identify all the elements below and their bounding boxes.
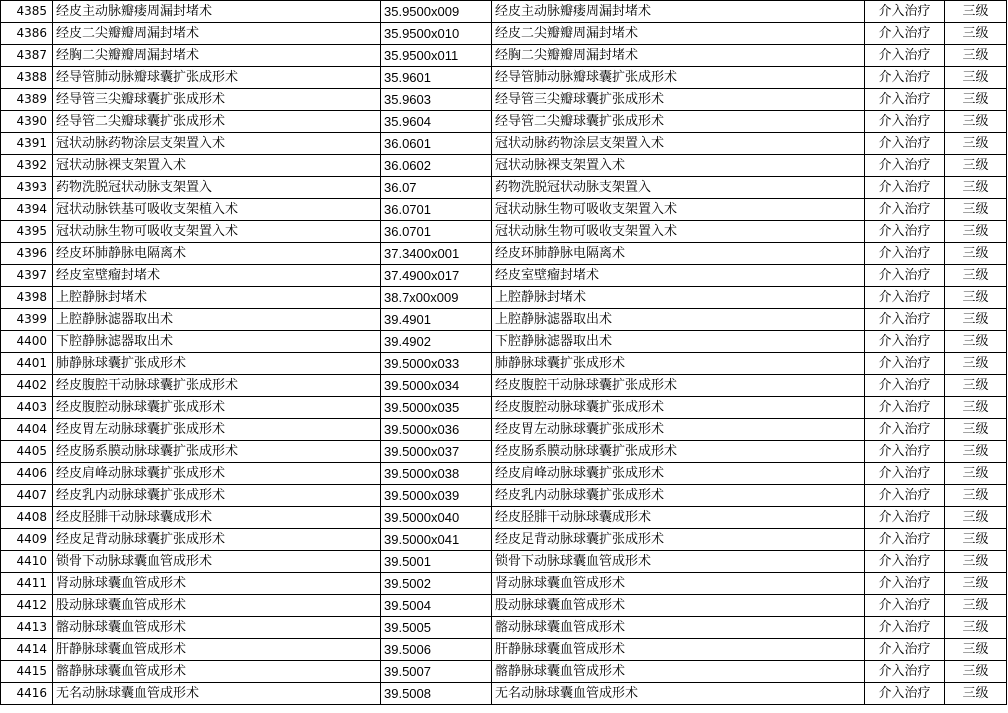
level-cell: 三级 <box>945 551 1007 573</box>
procedure-code-cell: 36.0601 <box>381 133 492 155</box>
category-cell: 介入治疗 <box>865 485 945 507</box>
level-cell: 三级 <box>945 397 1007 419</box>
standard-name-cell: 冠状动脉裸支架置入术 <box>492 155 865 177</box>
table-row <box>1 221 1007 243</box>
procedure-code-cell: 39.5000x041 <box>381 529 492 551</box>
procedure-name-cell: 肾动脉球囊血管成形术 <box>53 573 381 595</box>
procedure-code-cell: 39.5000x038 <box>381 463 492 485</box>
category-cell: 介入治疗 <box>865 45 945 67</box>
procedure-code-cell: 39.5007 <box>381 661 492 683</box>
procedure-code-cell: 39.5000x036 <box>381 419 492 441</box>
row-number-cell: 4401 <box>1 353 53 375</box>
procedure-code-cell: 36.0602 <box>381 155 492 177</box>
standard-name-cell: 经皮腹腔动脉球囊扩张成形术 <box>492 397 865 419</box>
table-row <box>1 397 1007 419</box>
category-cell: 介入治疗 <box>865 683 945 705</box>
table-row <box>1 23 1007 45</box>
procedure-code-cell: 35.9601 <box>381 67 492 89</box>
level-cell: 三级 <box>945 617 1007 639</box>
procedure-code-cell: 39.5000x040 <box>381 507 492 529</box>
procedure-name-cell: 肝静脉球囊血管成形术 <box>53 639 381 661</box>
category-cell: 介入治疗 <box>865 177 945 199</box>
procedure-name-cell: 上腔静脉封堵术 <box>53 287 381 309</box>
table-row <box>1 265 1007 287</box>
standard-name-cell: 经皮二尖瓣瓣周漏封堵术 <box>492 23 865 45</box>
table-row <box>1 639 1007 661</box>
procedure-code-cell: 39.5000x035 <box>381 397 492 419</box>
row-number-cell: 4405 <box>1 441 53 463</box>
procedure-code-cell: 37.3400x001 <box>381 243 492 265</box>
level-cell: 三级 <box>945 265 1007 287</box>
category-cell: 介入治疗 <box>865 375 945 397</box>
category-cell: 介入治疗 <box>865 397 945 419</box>
table-row <box>1 243 1007 265</box>
table-row <box>1 617 1007 639</box>
procedure-code-cell: 39.5000x037 <box>381 441 492 463</box>
row-number-cell: 4398 <box>1 287 53 309</box>
procedure-code-cell: 39.5000x039 <box>381 485 492 507</box>
level-cell: 三级 <box>945 595 1007 617</box>
procedure-name-cell: 上腔静脉滤器取出术 <box>53 309 381 331</box>
category-cell: 介入治疗 <box>865 111 945 133</box>
procedure-name-cell: 经导管三尖瓣球囊扩张成形术 <box>53 89 381 111</box>
procedure-code-cell: 39.5001 <box>381 551 492 573</box>
table-row <box>1 67 1007 89</box>
procedure-code-cell: 39.4902 <box>381 331 492 353</box>
procedure-name-cell: 无名动脉球囊血管成形术 <box>53 683 381 705</box>
procedure-name-cell: 经皮乳内动脉球囊扩张成形术 <box>53 485 381 507</box>
table-row <box>1 1 1007 23</box>
category-cell: 介入治疗 <box>865 353 945 375</box>
level-cell: 三级 <box>945 331 1007 353</box>
category-cell: 介入治疗 <box>865 551 945 573</box>
standard-name-cell: 经皮环肺静脉电隔离术 <box>492 243 865 265</box>
procedure-code-cell: 36.07 <box>381 177 492 199</box>
table-row <box>1 331 1007 353</box>
procedure-name-cell: 经皮足背动脉球囊扩张成形术 <box>53 529 381 551</box>
row-number-cell: 4412 <box>1 595 53 617</box>
procedure-code-cell: 35.9500x009 <box>381 1 492 23</box>
procedure-code-cell: 39.5008 <box>381 683 492 705</box>
procedure-code-cell: 39.5006 <box>381 639 492 661</box>
level-cell: 三级 <box>945 243 1007 265</box>
level-cell: 三级 <box>945 133 1007 155</box>
standard-name-cell: 上腔静脉滤器取出术 <box>492 309 865 331</box>
level-cell: 三级 <box>945 419 1007 441</box>
level-cell: 三级 <box>945 507 1007 529</box>
table-row <box>1 573 1007 595</box>
standard-name-cell: 经皮足背动脉球囊扩张成形术 <box>492 529 865 551</box>
standard-name-cell: 药物洗脱冠状动脉支架置入 <box>492 177 865 199</box>
procedure-name-cell: 经皮主动脉瓣瘘周漏封堵术 <box>53 1 381 23</box>
row-number-cell: 4406 <box>1 463 53 485</box>
procedure-code-cell: 38.7x00x009 <box>381 287 492 309</box>
row-number-cell: 4387 <box>1 45 53 67</box>
procedure-name-cell: 髂动脉球囊血管成形术 <box>53 617 381 639</box>
procedure-code-cell: 39.5002 <box>381 573 492 595</box>
row-number-cell: 4391 <box>1 133 53 155</box>
standard-name-cell: 经皮室壁瘤封堵术 <box>492 265 865 287</box>
row-number-cell: 4410 <box>1 551 53 573</box>
table-row <box>1 45 1007 67</box>
procedure-table-body <box>1 1 1007 705</box>
row-number-cell: 4393 <box>1 177 53 199</box>
table-row <box>1 353 1007 375</box>
procedure-name-cell: 经皮二尖瓣瓣周漏封堵术 <box>53 23 381 45</box>
procedure-code-cell: 39.5000x033 <box>381 353 492 375</box>
standard-name-cell: 冠状动脉生物可吸收支架置入术 <box>492 221 865 243</box>
level-cell: 三级 <box>945 45 1007 67</box>
category-cell: 介入治疗 <box>865 639 945 661</box>
standard-name-cell: 冠状动脉药物涂层支架置入术 <box>492 133 865 155</box>
category-cell: 介入治疗 <box>865 133 945 155</box>
standard-name-cell: 股动脉球囊血管成形术 <box>492 595 865 617</box>
category-cell: 介入治疗 <box>865 507 945 529</box>
level-cell: 三级 <box>945 463 1007 485</box>
category-cell: 介入治疗 <box>865 595 945 617</box>
level-cell: 三级 <box>945 199 1007 221</box>
category-cell: 介入治疗 <box>865 287 945 309</box>
row-number-cell: 4414 <box>1 639 53 661</box>
category-cell: 介入治疗 <box>865 67 945 89</box>
standard-name-cell: 肝静脉球囊血管成形术 <box>492 639 865 661</box>
procedure-code-cell: 39.4901 <box>381 309 492 331</box>
standard-name-cell: 锁骨下动脉球囊血管成形术 <box>492 551 865 573</box>
table-row <box>1 507 1007 529</box>
category-cell: 介入治疗 <box>865 529 945 551</box>
procedure-name-cell: 下腔静脉滤器取出术 <box>53 331 381 353</box>
row-number-cell: 4385 <box>1 1 53 23</box>
procedure-code-cell: 36.0701 <box>381 221 492 243</box>
procedure-name-cell: 冠状动脉铁基可吸收支架植入术 <box>53 199 381 221</box>
table-row <box>1 551 1007 573</box>
procedure-name-cell: 药物洗脱冠状动脉支架置入 <box>53 177 381 199</box>
row-number-cell: 4399 <box>1 309 53 331</box>
table-row <box>1 485 1007 507</box>
level-cell: 三级 <box>945 639 1007 661</box>
procedure-code-cell: 37.4900x017 <box>381 265 492 287</box>
category-cell: 介入治疗 <box>865 221 945 243</box>
procedure-name-cell: 经导管肺动脉瓣球囊扩张成形术 <box>53 67 381 89</box>
table-row <box>1 177 1007 199</box>
row-number-cell: 4409 <box>1 529 53 551</box>
level-cell: 三级 <box>945 221 1007 243</box>
row-number-cell: 4388 <box>1 67 53 89</box>
level-cell: 三级 <box>945 67 1007 89</box>
category-cell: 介入治疗 <box>865 441 945 463</box>
procedure-name-cell: 经皮腹腔动脉球囊扩张成形术 <box>53 397 381 419</box>
procedure-code-cell: 39.5000x034 <box>381 375 492 397</box>
level-cell: 三级 <box>945 1 1007 23</box>
procedure-code-cell: 35.9500x011 <box>381 45 492 67</box>
level-cell: 三级 <box>945 485 1007 507</box>
table-row <box>1 89 1007 111</box>
procedure-name-cell: 经皮肠系膜动脉球囊扩张成形术 <box>53 441 381 463</box>
table-row <box>1 441 1007 463</box>
table-row <box>1 287 1007 309</box>
row-number-cell: 4396 <box>1 243 53 265</box>
standard-name-cell: 经导管二尖瓣球囊扩张成形术 <box>492 111 865 133</box>
level-cell: 三级 <box>945 375 1007 397</box>
level-cell: 三级 <box>945 89 1007 111</box>
table-row <box>1 463 1007 485</box>
procedure-code-cell: 35.9500x010 <box>381 23 492 45</box>
level-cell: 三级 <box>945 441 1007 463</box>
row-number-cell: 4403 <box>1 397 53 419</box>
level-cell: 三级 <box>945 155 1007 177</box>
row-number-cell: 4416 <box>1 683 53 705</box>
procedure-name-cell: 经皮环肺静脉电隔离术 <box>53 243 381 265</box>
procedure-name-cell: 肺静脉球囊扩张成形术 <box>53 353 381 375</box>
standard-name-cell: 经皮胫腓干动脉球囊成形术 <box>492 507 865 529</box>
category-cell: 介入治疗 <box>865 265 945 287</box>
category-cell: 介入治疗 <box>865 199 945 221</box>
standard-name-cell: 经皮腹腔干动脉球囊扩张成形术 <box>492 375 865 397</box>
category-cell: 介入治疗 <box>865 89 945 111</box>
procedure-name-cell: 经皮肩峰动脉球囊扩张成形术 <box>53 463 381 485</box>
row-number-cell: 4408 <box>1 507 53 529</box>
procedure-name-cell: 冠状动脉生物可吸收支架置入术 <box>53 221 381 243</box>
table-row <box>1 419 1007 441</box>
row-number-cell: 4395 <box>1 221 53 243</box>
standard-name-cell: 无名动脉球囊血管成形术 <box>492 683 865 705</box>
row-number-cell: 4411 <box>1 573 53 595</box>
table-row <box>1 309 1007 331</box>
row-number-cell: 4402 <box>1 375 53 397</box>
standard-name-cell: 经导管三尖瓣球囊扩张成形术 <box>492 89 865 111</box>
procedure-name-cell: 经皮室壁瘤封堵术 <box>53 265 381 287</box>
procedure-code-cell: 36.0701 <box>381 199 492 221</box>
category-cell: 介入治疗 <box>865 661 945 683</box>
procedure-code-cell: 35.9603 <box>381 89 492 111</box>
standard-name-cell: 髂动脉球囊血管成形术 <box>492 617 865 639</box>
level-cell: 三级 <box>945 111 1007 133</box>
standard-name-cell: 髂静脉球囊血管成形术 <box>492 661 865 683</box>
level-cell: 三级 <box>945 661 1007 683</box>
procedure-name-cell: 经胸二尖瓣瓣周漏封堵术 <box>53 45 381 67</box>
standard-name-cell: 经皮肩峰动脉球囊扩张成形术 <box>492 463 865 485</box>
procedure-code-cell: 35.9604 <box>381 111 492 133</box>
level-cell: 三级 <box>945 529 1007 551</box>
standard-name-cell: 上腔静脉封堵术 <box>492 287 865 309</box>
procedure-code-cell: 39.5004 <box>381 595 492 617</box>
standard-name-cell: 经皮主动脉瓣瘘周漏封堵术 <box>492 1 865 23</box>
row-number-cell: 4415 <box>1 661 53 683</box>
row-number-cell: 4407 <box>1 485 53 507</box>
category-cell: 介入治疗 <box>865 1 945 23</box>
category-cell: 介入治疗 <box>865 243 945 265</box>
procedure-name-cell: 经皮腹腔干动脉球囊扩张成形术 <box>53 375 381 397</box>
row-number-cell: 4397 <box>1 265 53 287</box>
category-cell: 介入治疗 <box>865 419 945 441</box>
table-row <box>1 661 1007 683</box>
standard-name-cell: 下腔静脉滤器取出术 <box>492 331 865 353</box>
category-cell: 介入治疗 <box>865 331 945 353</box>
table-row <box>1 133 1007 155</box>
procedure-name-cell: 锁骨下动脉球囊血管成形术 <box>53 551 381 573</box>
table-row <box>1 683 1007 705</box>
row-number-cell: 4386 <box>1 23 53 45</box>
level-cell: 三级 <box>945 353 1007 375</box>
procedure-name-cell: 经导管二尖瓣球囊扩张成形术 <box>53 111 381 133</box>
table-row <box>1 111 1007 133</box>
row-number-cell: 4389 <box>1 89 53 111</box>
procedure-name-cell: 经皮胃左动脉球囊扩张成形术 <box>53 419 381 441</box>
standard-name-cell: 经皮肠系膜动脉球囊扩张成形术 <box>492 441 865 463</box>
row-number-cell: 4400 <box>1 331 53 353</box>
procedure-name-cell: 股动脉球囊血管成形术 <box>53 595 381 617</box>
row-number-cell: 4392 <box>1 155 53 177</box>
category-cell: 介入治疗 <box>865 23 945 45</box>
category-cell: 介入治疗 <box>865 617 945 639</box>
category-cell: 介入治疗 <box>865 573 945 595</box>
procedure-code-cell: 39.5005 <box>381 617 492 639</box>
table-row <box>1 155 1007 177</box>
standard-name-cell: 肺静脉球囊扩张成形术 <box>492 353 865 375</box>
level-cell: 三级 <box>945 287 1007 309</box>
category-cell: 介入治疗 <box>865 309 945 331</box>
table-row <box>1 529 1007 551</box>
standard-name-cell: 冠状动脉生物可吸收支架置入术 <box>492 199 865 221</box>
procedure-name-cell: 髂静脉球囊血管成形术 <box>53 661 381 683</box>
row-number-cell: 4390 <box>1 111 53 133</box>
table-row <box>1 595 1007 617</box>
category-cell: 介入治疗 <box>865 155 945 177</box>
procedure-name-cell: 冠状动脉裸支架置入术 <box>53 155 381 177</box>
level-cell: 三级 <box>945 573 1007 595</box>
table-row <box>1 375 1007 397</box>
standard-name-cell: 经导管肺动脉瓣球囊扩张成形术 <box>492 67 865 89</box>
standard-name-cell: 经皮乳内动脉球囊扩张成形术 <box>492 485 865 507</box>
procedure-name-cell: 冠状动脉药物涂层支架置入术 <box>53 133 381 155</box>
standard-name-cell: 经皮胃左动脉球囊扩张成形术 <box>492 419 865 441</box>
level-cell: 三级 <box>945 23 1007 45</box>
standard-name-cell: 经胸二尖瓣瓣周漏封堵术 <box>492 45 865 67</box>
table-row <box>1 199 1007 221</box>
standard-name-cell: 肾动脉球囊血管成形术 <box>492 573 865 595</box>
level-cell: 三级 <box>945 177 1007 199</box>
category-cell: 介入治疗 <box>865 463 945 485</box>
procedure-name-cell: 经皮胫腓干动脉球囊成形术 <box>53 507 381 529</box>
level-cell: 三级 <box>945 309 1007 331</box>
row-number-cell: 4404 <box>1 419 53 441</box>
row-number-cell: 4394 <box>1 199 53 221</box>
row-number-cell: 4413 <box>1 617 53 639</box>
level-cell: 三级 <box>945 683 1007 705</box>
